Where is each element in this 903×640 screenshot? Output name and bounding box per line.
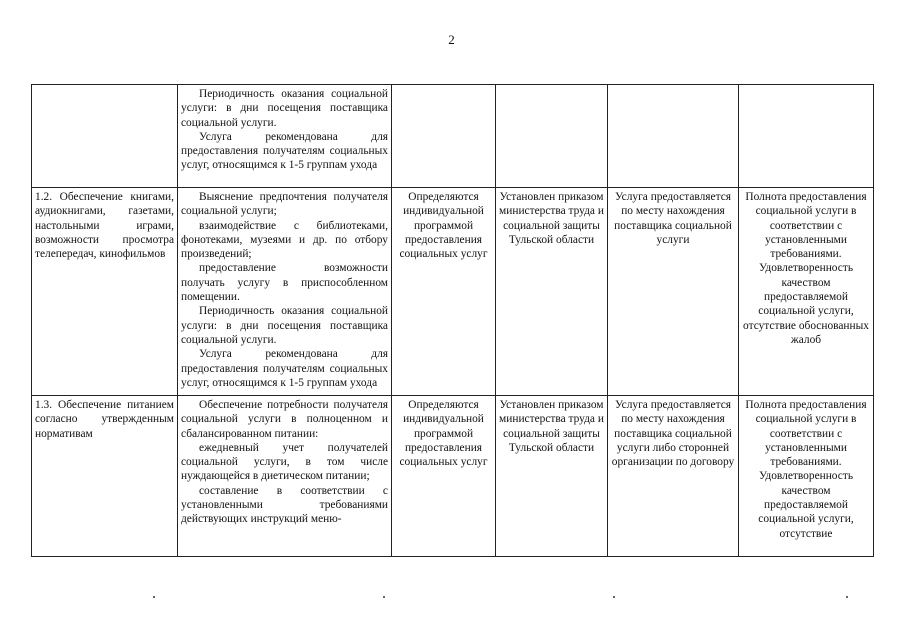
table-row (32, 188, 874, 396)
scan-speck (613, 596, 615, 598)
table-row (32, 396, 874, 557)
service-quality-cell (739, 85, 874, 188)
service-volume-cell (392, 85, 496, 188)
description-paragraph: Периодичность оказания социальной услуги: в дни посещения поставщика социальной услуги. (181, 305, 388, 346)
service-tariff-cell (496, 85, 608, 188)
service-name-cell: 1.3. Обеспечение питанием согласно утвержденным нормативам (32, 396, 178, 557)
scan-speck (153, 596, 155, 598)
service-description-cell (178, 396, 392, 557)
description-paragraph: Выяснение предпочтения получателя социальной услуги; (181, 191, 388, 218)
service-volume-cell: Определяются индивидуальной программой предоставления социальных услуг (392, 396, 496, 557)
description-paragraph: Обеспечение потребности получателя социальной услуги в полноценном и сбалансированном питании: (181, 399, 388, 440)
scan-speck (383, 596, 385, 598)
service-quality-cell: Полнота предоставления социальной услуги в соответствии с установленными требованиями. Удовлетворенность качеством предоставляемой социальной услуги, отсутствие обоснованных жалоб (739, 188, 874, 396)
page-number: 2 (448, 32, 455, 47)
description-paragraph: предоставление возможности получать услугу в приспособленном помещении. (181, 262, 388, 304)
service-conditions-cell: Услуга предоставляется по месту нахождения поставщика социальной услуги (608, 188, 739, 396)
service-conditions-cell: Услуга предоставляется по месту нахождения поставщика социальной услуги либо сторонней организации по договору (608, 396, 739, 557)
service-tariff-cell: Установлен приказом министерства труда и социальной защиты Тульской области (496, 188, 608, 396)
service-conditions-cell (608, 85, 739, 188)
description-paragraph: Услуга рекомендована для предоставления получателям социальных услуг, относящимся к 1-5 группам ухода (181, 348, 388, 389)
description-paragraph: ежедневный учет получателей социальной услуги, в том числе нуждающейся в диетическом питании; (181, 441, 388, 483)
scan-speck (846, 596, 848, 598)
service-volume-cell: Определяются индивидуальной программой предоставления социальных услуг (392, 188, 496, 396)
description-paragraph: составление в соответствии с установленными требованиями действующих инструкций меню- (181, 484, 388, 526)
service-description-cell (178, 188, 392, 396)
service-description-cell (178, 85, 392, 188)
description-paragraph: Услуга рекомендована для предоставления получателям социальных услуг, относящимся к 1-5 группам ухода (181, 130, 388, 172)
services-table (31, 84, 874, 557)
service-name-cell (32, 85, 178, 188)
service-name-cell: 1.2. Обеспечение книгами, аудиокнигами, газетами, настольными играми, возможности просмотра телепередач, кинофильмов (32, 188, 178, 396)
description-paragraph: взаимодействие с библиотеками, фонотеками, музеями и др. по отбору произведений; (181, 219, 388, 261)
table-row (32, 85, 874, 188)
description-paragraph: Периодичность оказания социальной услуги: в дни посещения поставщика социальной услуги. (181, 88, 388, 129)
service-quality-cell: Полнота предоставления социальной услуги в соответствии с установленными требованиями. Удовлетворенность качеством предоставляемой социальной услуги, отсутствие (739, 396, 874, 557)
service-tariff-cell: Установлен приказом министерства труда и социальной защиты Тульской области (496, 396, 608, 557)
